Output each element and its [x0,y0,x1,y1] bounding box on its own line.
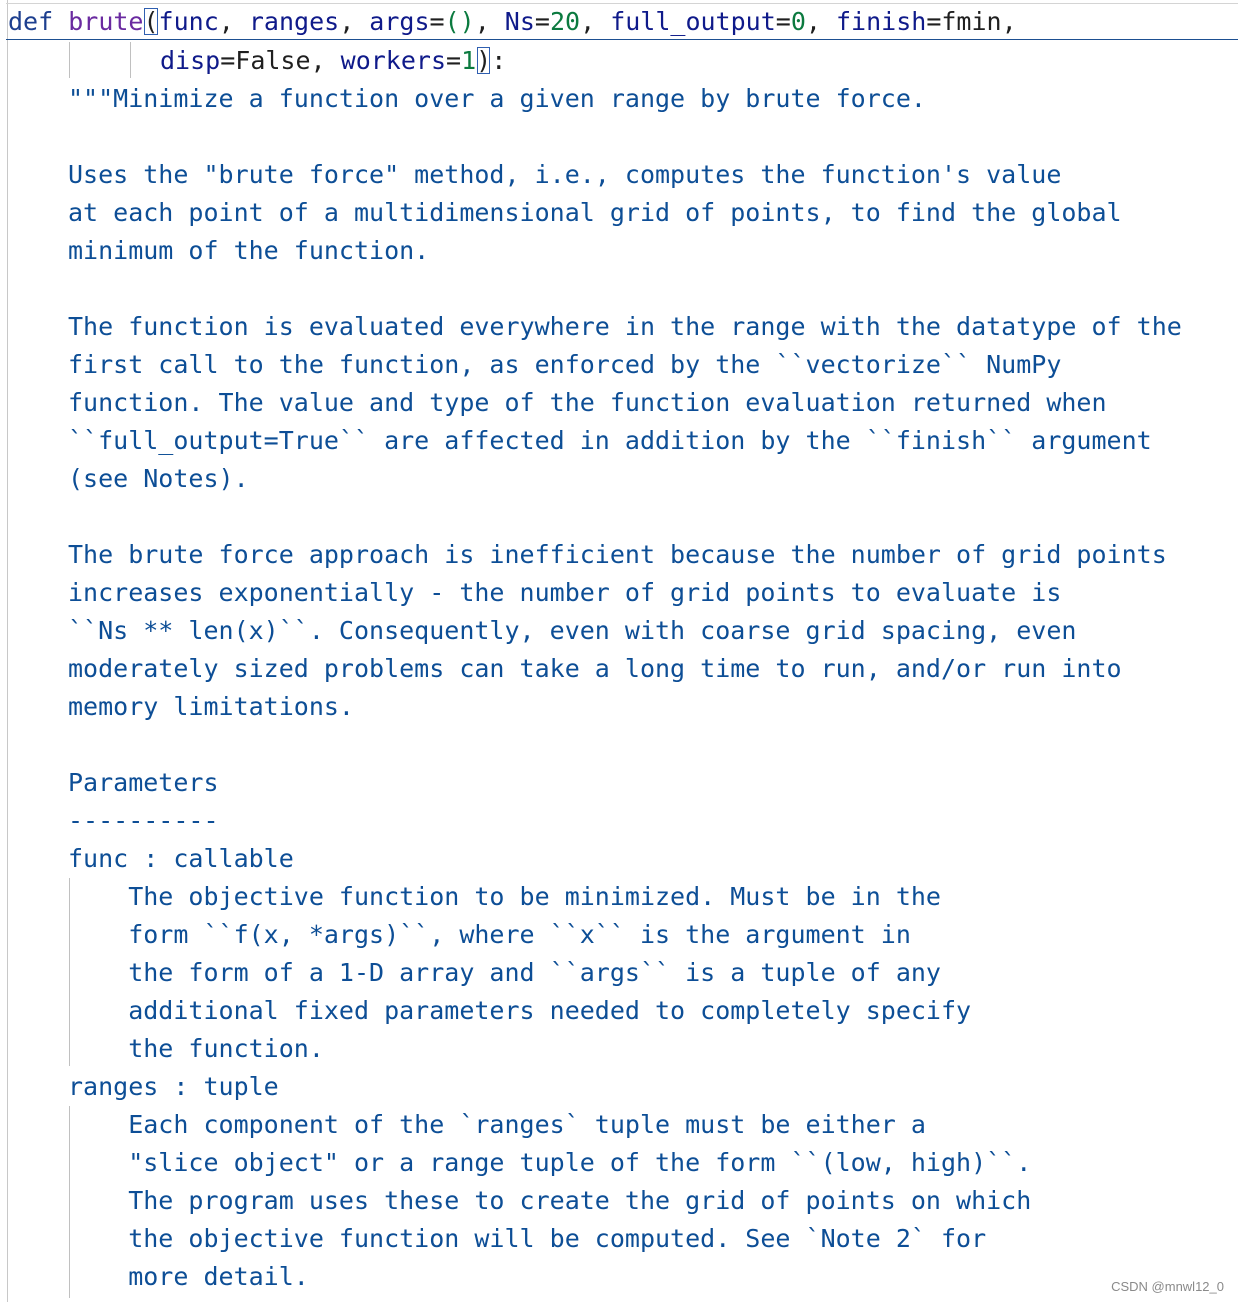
colon: : [491,46,507,75]
indent-guide [69,42,70,78]
param-disp: disp [160,46,221,75]
code-line-signature-cont[interactable]: disp=False, workers=1): [160,46,507,75]
docstring-line[interactable]: moderately sized problems can take a long time to run, and/or run into [68,654,1122,683]
param-args: args [369,7,430,36]
docstring-line[interactable]: additional fixed parameters needed to completely specify [68,996,972,1025]
docstring-line[interactable]: ranges : tuple [68,1072,279,1101]
docstring-line[interactable]: at each point of a multidimensional grid of points, to find the global [68,198,1122,227]
docstring-line[interactable]: minimum of the function. [68,236,430,265]
docstring-line[interactable]: The function is evaluated everywhere in the range with the datatype of the [68,312,1182,341]
param-finish: finish [836,7,927,36]
left-gutter-line [7,0,8,1302]
docstring-line[interactable]: form ``f(x, *args)``, where ``x`` is the argument in [68,920,911,949]
open-paren: ( [143,7,159,36]
param-ns-default: 20 [549,7,581,36]
docstring-line[interactable]: the form of a 1-D array and ``args`` is a tuple of any [68,958,941,987]
docstring-line[interactable]: the function. [68,1034,324,1063]
param-full-output-default: 0 [790,7,806,36]
close-paren: ) [476,46,492,75]
param-full-output: full_output [610,7,776,36]
watermark: CSDN @mnwl12_0 [1111,1279,1224,1294]
docstring-line[interactable]: ---------- [68,806,219,835]
docstring-line[interactable]: first call to the function, as enforced by the ``vectorize`` NumPy [68,350,1062,379]
docstring-line[interactable]: The brute force approach is inefficient because the number of grid points [68,540,1167,569]
param-func: func [158,7,219,36]
docstring-line[interactable]: Each component of the `ranges` tuple must be either a [68,1110,926,1139]
docstring-line[interactable]: more detail. [68,1262,309,1291]
docstring-line[interactable]: """Minimize a function over a given range by brute force. [68,84,926,113]
docstring-line[interactable]: "slice object" or a range tuple of the form ``(low, high)``. [68,1148,1032,1177]
docstring-line[interactable]: increases exponentially - the number of grid points to evaluate is [68,578,1062,607]
docstring-line[interactable]: (see Notes). [68,464,249,493]
keyword-def: def [8,7,54,36]
param-disp-default: False [235,46,311,75]
docstring-line[interactable]: ``Ns ** len(x)``. Consequently, even with coarse grid spacing, even [68,616,1077,645]
param-workers: workers [340,46,447,75]
docstring-line[interactable]: Uses the "brute force" method, i.e., computes the function's value [68,160,1062,189]
docstring-line[interactable]: Parameters [68,768,219,797]
indent-guide [130,42,131,78]
param-ns: Ns [504,7,535,36]
docstring-line[interactable]: The program uses these to create the grid of points on which [68,1186,1032,1215]
code-line-signature[interactable]: def brute(func, ranges, args=(), Ns=20, full_output=0, finish=fmin, [8,7,1017,36]
docstring-line[interactable]: The objective function to be minimized. Must be in the [68,882,941,911]
param-finish-default: fmin [941,7,1002,36]
function-name: brute [68,7,144,36]
param-ranges: ranges [248,7,340,36]
param-workers-default: 1 [461,46,477,75]
docstring-line[interactable]: ``full_output=True`` are affected in addition by the ``finish`` argument [68,426,1152,455]
docstring-line[interactable]: func : callable [68,844,294,873]
docstring-line[interactable]: memory limitations. [68,692,354,721]
param-args-default: () [444,7,475,36]
docstring-line[interactable]: function. The value and type of the function evaluation returned when [68,388,1107,417]
docstring-line[interactable]: the objective function will be computed. See `Note 2` for [68,1224,987,1253]
